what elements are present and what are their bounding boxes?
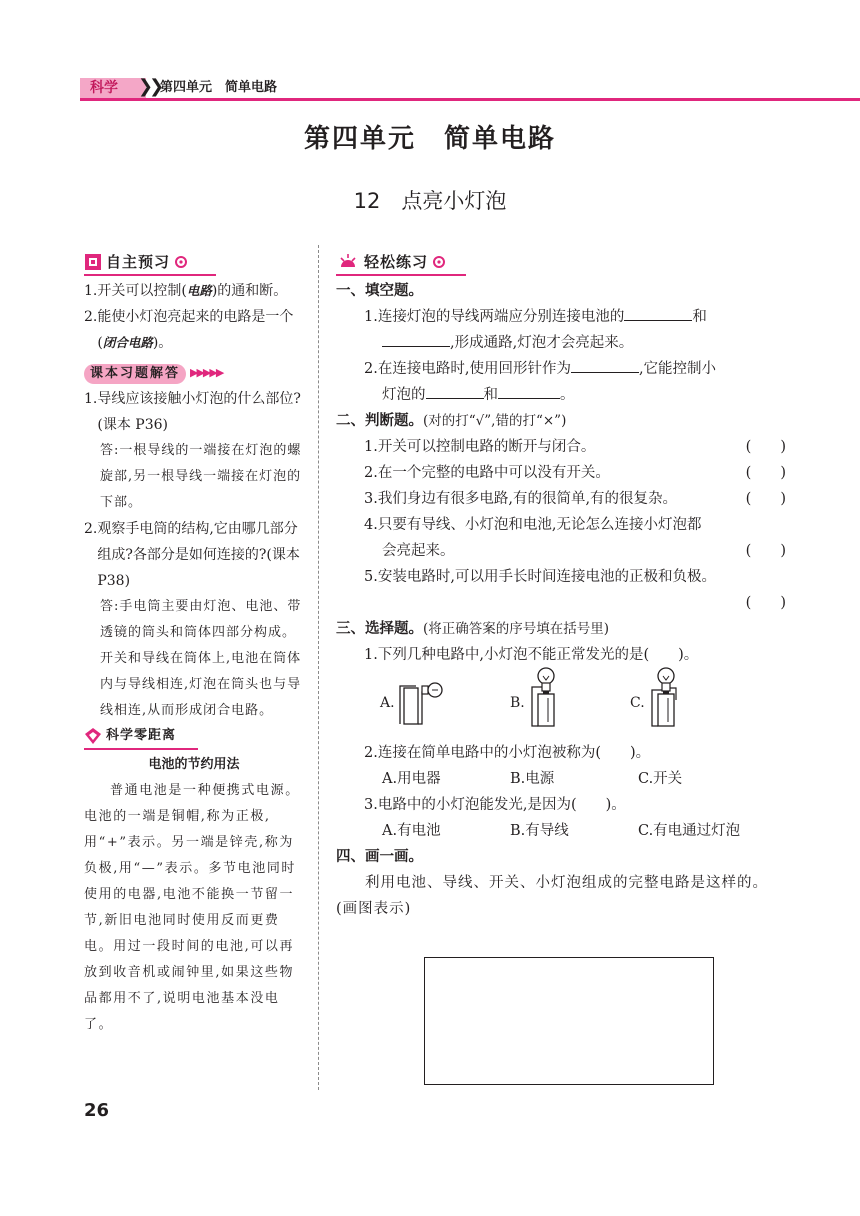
science-title: 电池的节约用法 <box>148 757 240 772</box>
option-b: B.有导线 <box>510 823 569 839</box>
textbook-answer-1: 答:一根导线的一端接在灯泡的螺旋部,另一根导线一端接在灯泡的下部。 <box>100 443 302 510</box>
tf-question-5: 5.安装电路时,可以用手长时间连接电池的正极和负极。 <box>364 569 716 585</box>
drawing-prompt: 利用电池、导线、开关、小灯泡组成的完整电路是这样的。(画图表示) <box>336 875 768 917</box>
option-label-c: C. <box>630 695 645 711</box>
answer-paren[interactable]: ( ) <box>745 595 786 611</box>
column-divider <box>318 245 319 1090</box>
preview-item-2: 2. 能使小灯泡亮起来的电路是一个(闭合电路)。 <box>84 309 294 351</box>
mc-question-3: 3.电路中的小灯泡能发光,是因为( )。 <box>364 797 626 813</box>
bulb-diagrams <box>336 672 786 736</box>
science-body: 普通电池是一种便携式电源。电池的一端是铜帽,称为正极,用“+”表示。另一端是锌壳,称为负极,用“—”表示。多节电池同时使用的电器,电池不能换一节留一节,新旧电池同时使用反而更费电。用过一段时间的电池,可以再放到收音机或闹钟里,如果这些物品都用不了,说明电池基本没电了。 <box>84 783 300 1032</box>
answer-blank[interactable] <box>426 383 484 399</box>
swirl-icon <box>174 255 188 269</box>
textbook-badge <box>84 360 304 386</box>
left-column <box>84 250 304 1038</box>
circuit-b-icon <box>526 666 566 732</box>
option-c: C.开关 <box>638 771 683 787</box>
option-b: B.电源 <box>510 771 555 787</box>
sun-icon <box>336 253 360 271</box>
textbook-answer-2: 答:手电筒主要由灯泡、电池、带透镜的筒头和筒体四部分构成。开关和导线在筒体上,电池在筒体内与导线相连,灯泡在筒头也与导线相连,从而形成闭合电路。 <box>100 599 302 718</box>
preview-icon <box>84 253 102 271</box>
answer-blank[interactable] <box>498 383 560 399</box>
section-drawing: 四、画一画。 <box>336 849 423 865</box>
gem-icon <box>84 727 102 745</box>
tf-question-3: 3.我们身边有很多电路,有的很简单,有的很复杂。 ( ) <box>336 486 786 512</box>
page-number: 26 <box>84 1100 110 1121</box>
circuit-a-icon <box>396 672 444 732</box>
circuit-c-icon <box>646 666 686 732</box>
practice-badge <box>336 250 466 276</box>
textbook-item-1: 1. 导线应该接触小灯泡的什么部位?(课本 P36) <box>84 391 301 433</box>
drawing-area[interactable] <box>424 957 714 1085</box>
section-true-false: 二、判断题。(对的打“√”,错的打“×”) <box>336 413 567 429</box>
tf-question-1: 1.开关可以控制电路的断开与闭合。 ( ) <box>336 434 786 460</box>
answer-paren[interactable]: ( ) <box>745 543 786 559</box>
mc-options-2 <box>336 766 786 792</box>
option-c: C.有电通过灯泡 <box>638 823 741 839</box>
answer-blank[interactable] <box>382 331 450 347</box>
section-fill-blank: 一、填空题。 <box>336 283 423 299</box>
tf-question-2: 2.在一个完整的电路中可以没有开关。 ( ) <box>336 460 786 486</box>
mc-options-3 <box>336 818 786 844</box>
science-label: 科学零距离 <box>106 728 177 743</box>
preview-label: 自主预习 <box>106 253 171 271</box>
answer-blank[interactable] <box>571 357 639 373</box>
answer-text: 闭合电路 <box>102 335 153 350</box>
answer-paren[interactable]: ( ) <box>745 465 786 481</box>
option-a: A.有电池 <box>382 823 441 839</box>
science-badge <box>84 724 198 750</box>
header-unit: 第四单元 简单电路 <box>160 80 278 95</box>
page-header <box>80 76 860 100</box>
double-chevron-icon: ❯❯ <box>138 76 161 97</box>
mc-question-2: 2.连接在简单电路中的小灯泡被称为( )。 <box>364 745 651 761</box>
answer-text: 电路 <box>186 283 212 298</box>
lesson-title: 12 点亮小灯泡 <box>353 189 507 213</box>
textbook-item-2: 2. 观察手电筒的结构,它由哪几部分组成?各部分是如何连接的?(课本 P38) <box>84 521 300 589</box>
tf-question-5-cont <box>336 590 786 616</box>
unit-title: 第四单元 简单电路 <box>303 124 556 154</box>
subject-tab: 科学 <box>80 78 146 98</box>
textbook-label: 课本习题解答 <box>84 364 186 384</box>
triangle-arrows-icon: ▶▶▶▶▶ <box>190 366 223 379</box>
fill-question-1: 1.连接灯泡的导线两端应分别连接电池的 和 <box>336 304 786 330</box>
option-label-a: A. <box>380 695 395 711</box>
mc-question-1: 1.下列几种电路中,小灯泡不能正常发光的是( )。 <box>364 647 699 663</box>
right-column <box>336 250 786 922</box>
answer-blank[interactable] <box>624 305 692 321</box>
option-label-b: B. <box>510 695 525 711</box>
fill-question-2-cont: 灯泡的 和 。 <box>336 382 786 408</box>
answer-paren[interactable]: ( ) <box>745 439 786 455</box>
fill-question-1-cont: ,形成通路,灯泡才会亮起来。 <box>336 330 786 356</box>
section-multiple-choice: 三、选择题。(将正确答案的序号填在括号里) <box>336 621 610 637</box>
preview-badge <box>84 250 216 276</box>
answer-paren[interactable]: ( ) <box>745 491 786 507</box>
tf-question-4-cont: 会亮起来。 ( ) <box>336 538 786 564</box>
header-rule <box>80 98 860 101</box>
tf-question-4: 4.只要有导线、小灯泡和电池,无论怎么连接小灯泡都 <box>364 517 702 533</box>
practice-label: 轻松练习 <box>364 253 429 271</box>
option-a: A.用电器 <box>382 771 441 787</box>
swirl-icon <box>432 255 446 269</box>
preview-item-1: 1. 开关可以控制(电路)的通和断。 <box>84 283 288 299</box>
fill-question-2: 2.在连接电路时,使用回形针作为 ,它能控制小 <box>336 356 786 382</box>
